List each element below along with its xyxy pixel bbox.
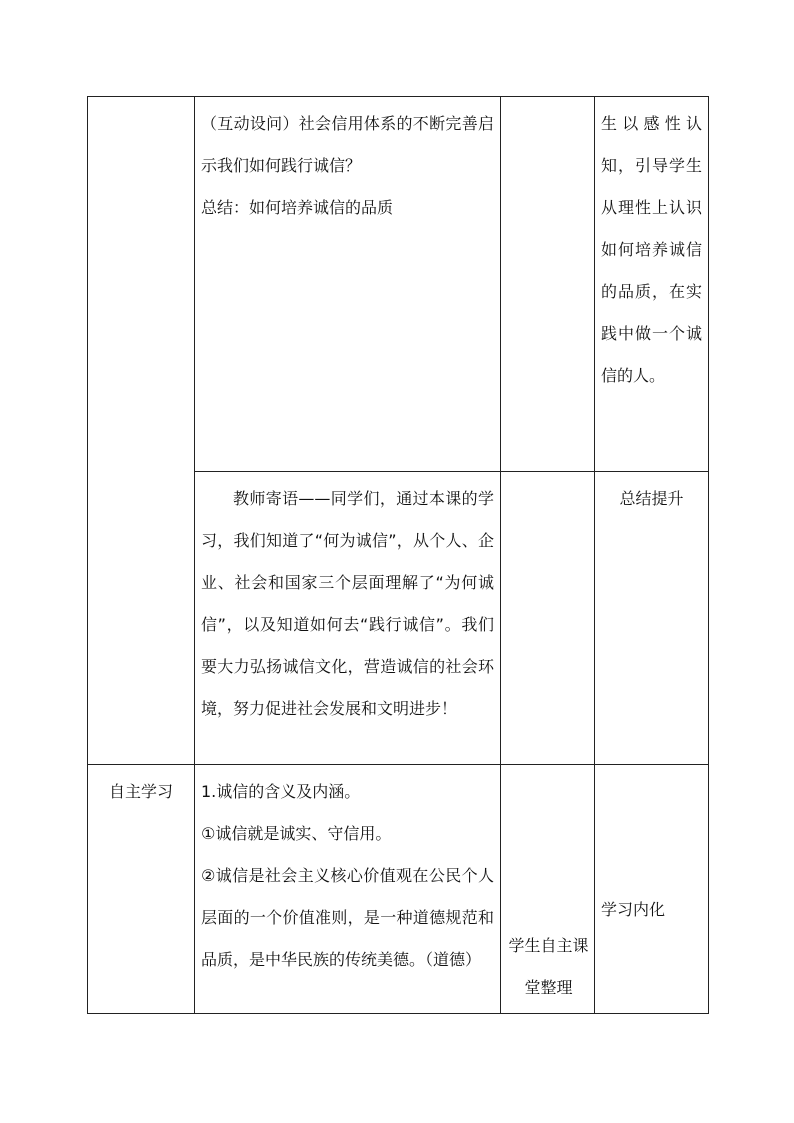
learning-internalize-text: 学习内化: [601, 900, 666, 919]
integrity-point-2: ②诚信是社会主义核心价值观在公民个人层面的一个价值准则，是一种道德规范和品质，是中华民族的传统美德。（道德）: [201, 866, 494, 969]
row3-intent-cell: [595, 765, 709, 1014]
table-row: [88, 765, 709, 1014]
table-row: [88, 97, 709, 472]
row1-content-cell: [195, 97, 501, 472]
row1-col1-cell: [88, 97, 195, 765]
lesson-plan-table: [87, 96, 709, 1014]
teacher-message-text: 教师寄语——同学们，通过本课的学习，我们知道了“何为诚信”，从个人、企业、社会和国家三个层面理解了“为何诚信”，以及知道如何去“践行诚信”。我们要大力弘扬诚信文化，营造诚信的社会环境，努力促进社会发展和文明进步！: [201, 489, 494, 718]
integrity-point-1: ①诚信就是诚实、守信用。: [201, 824, 392, 843]
row2-intent-cell: [595, 472, 709, 765]
design-intent-text: 生以感性认知，引导学生从理性上认识如何培养诚信的品质，在实践中做一个诚信的人。: [601, 114, 702, 385]
row2-content-cell: [195, 472, 501, 765]
student-activity-text: 学生自主课堂整理: [508, 936, 589, 997]
row1-col3-cell: [501, 97, 595, 472]
summary-upgrade-text: 总结提升: [619, 489, 684, 508]
interactive-question-text: （互动设问）社会信用体系的不断完善启示我们如何践行诚信？: [201, 114, 494, 175]
row3-content-cell: [195, 765, 501, 1014]
row1-intent-cell: [595, 97, 709, 472]
summary-text: 总结：如何培养诚信的品质: [201, 198, 394, 217]
integrity-meaning-heading: 1.诚信的含义及内涵。: [201, 782, 361, 801]
row2-col3-cell: [501, 472, 595, 765]
self-study-label: 自主学习: [108, 782, 173, 801]
self-study-label-cell: [88, 765, 195, 1014]
row3-activity-cell: [501, 765, 595, 1014]
